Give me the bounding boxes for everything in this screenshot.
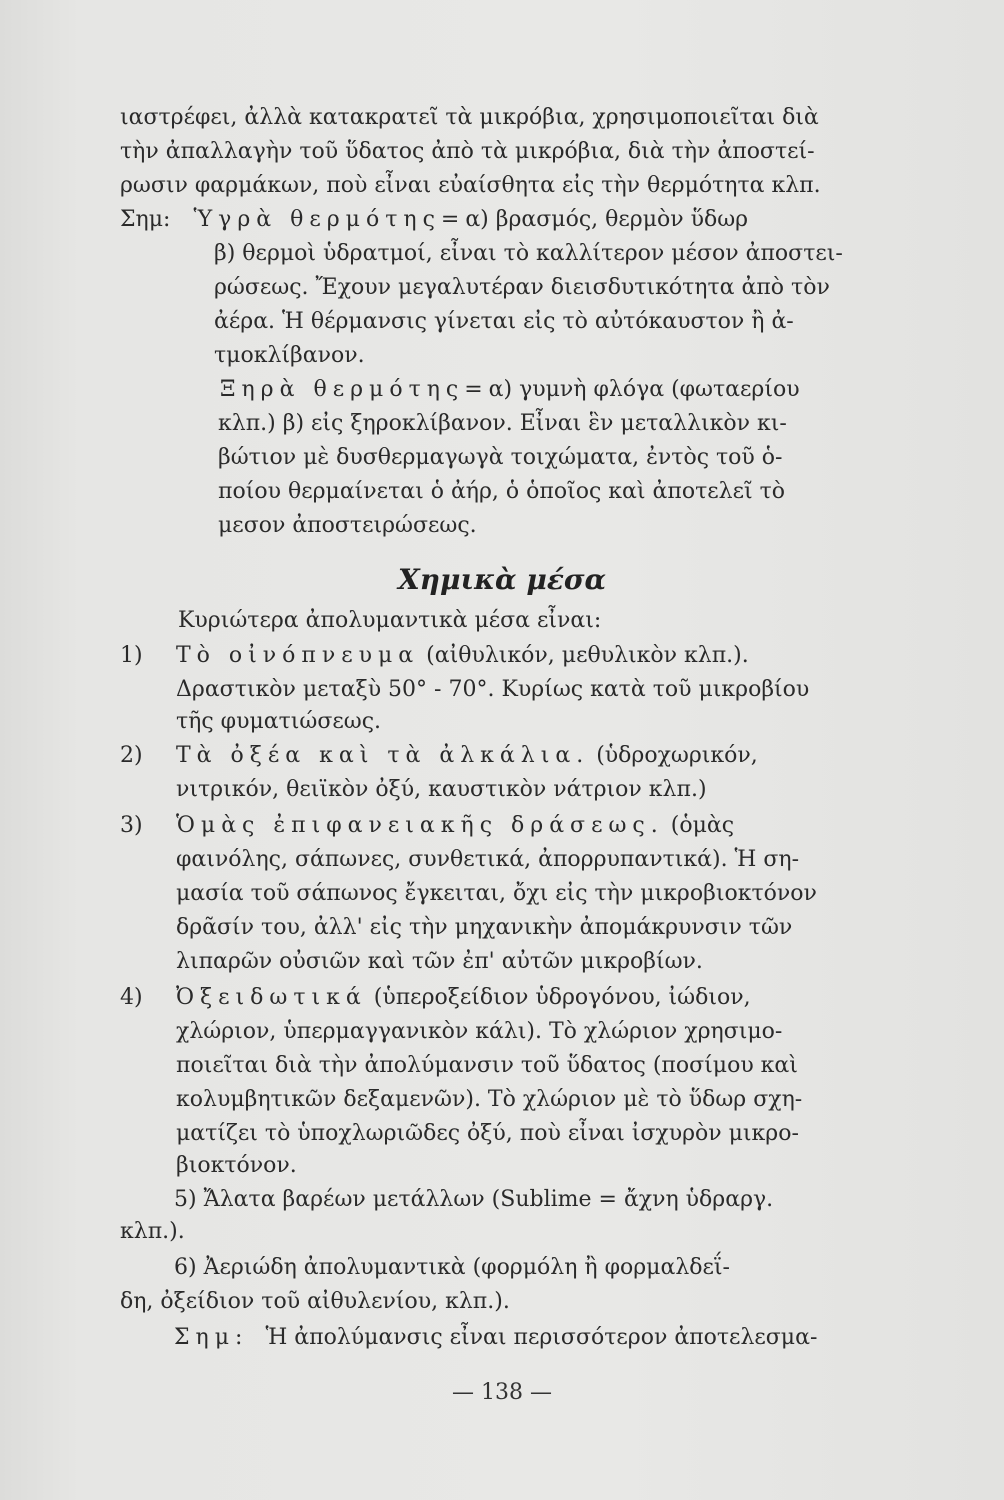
text-line: δη, ὀξείδιον τοῦ αἰθυλενίου, κλπ.). — [120, 1289, 510, 1314]
list-number: 3) — [120, 813, 143, 838]
text-span — [176, 982, 751, 1014]
section-heading: Χημικὰ μέσα — [397, 563, 607, 596]
note-label: Σημ: — [174, 1325, 249, 1350]
text-line: κλπ.) β) εἰς ξηροκλίβανον. Εἶναι ἓν μεταλλικὸν κι- — [218, 411, 787, 436]
text-line: ποιεῖται διὰ τὴν ἀπολύμανσιν τοῦ ὕδατος (ποσίμου καὶ — [176, 1053, 798, 1078]
text-line: λιπαρῶν οὐσιῶν καὶ τῶν ἐπ' αὐτῶν μικροβίων. — [176, 949, 703, 974]
text-span — [176, 810, 734, 842]
note-label: Σημ: — [120, 207, 171, 232]
text-line: μεσον ἀποστειρώσεως. — [218, 513, 477, 538]
text-line: Κυριώτερα ἀπολυμαντικὰ μέσα εἶναι: — [178, 608, 602, 633]
text-line: τμοκλίβανον. — [214, 343, 365, 368]
text-line: βώτιον μὲ δυσθερμαγωγὰ τοιχώματα, ἐντὸς τοῦ ὁ- — [218, 445, 783, 470]
spaced-term: Τὸ οἰνόπνευμα — [176, 643, 420, 668]
text-line: β) θερμοὶ ὑδρατμοί, εἶναι τὸ καλλίτερον μέσον ἀποστει- — [214, 241, 843, 266]
text-line: κολυμβητικῶν δεξαμενῶν). Τὸ χλώριον μὲ τὸ ὕδωρ σχη- — [176, 1087, 803, 1112]
text-line: τῆς φυματιώσεως. — [176, 709, 382, 734]
list-number: 2) — [120, 743, 143, 768]
text-line: ρώσεως. Ἔχουν μεγαλυτέραν διεισδυτικότητα ἀπὸ τὸν — [214, 275, 830, 300]
spaced-term: Ὁμὰς ἐπιφανειακῆς δράσεως. — [176, 813, 664, 838]
text-line — [120, 204, 1004, 236]
spaced-term: Τὰ ὀξέα καὶ τὰ ἀλκάλια. — [176, 743, 590, 768]
text-line — [220, 374, 1004, 406]
list-number: 4) — [120, 985, 143, 1010]
text-line: φαινόλης, σάπωνες, συνθετικά, ἀπορρυπαντικά). Ἡ ση- — [176, 847, 800, 872]
text-line: Δραστικὸν μεταξὺ 50° - 70°. Κυρίως κατὰ τοῦ μικροβίου — [176, 677, 810, 702]
text-line: 5) Ἄλατα βαρέων μετάλλων (Sublime = ἄχνη ὑδραργ. — [174, 1187, 774, 1212]
spaced-term: Ξηρὰ θερμότης= — [220, 377, 489, 402]
text-line: χλώριον, ὑπερμαγγανικὸν κάλι). Τὸ χλώριον χρησιμο- — [176, 1019, 783, 1044]
text-line: τὴν ἀπαλλαγὴν τοῦ ὕδατος ἀπὸ τὰ μικρόβια, διὰ τὴν ἀποστεί- — [120, 139, 815, 164]
text-span: Ἡ ἀπολύμανσις εἶναι περισσότερον ἀποτελεσμα- — [265, 1325, 818, 1350]
text-span: (αἰθυλικόν, μεθυλικὸν κλπ.). — [426, 643, 749, 668]
text-span: (ὑδροχωρικόν, — [596, 743, 758, 768]
text-line: κλπ.). — [120, 1219, 185, 1244]
spaced-term: Ὑγρὰ θερμότης= — [193, 207, 466, 232]
text-line: δρᾶσίν του, ἀλλ' εἰς τὴν μηχανικὴν ἀπομάκρυνσιν τῶν — [176, 915, 793, 940]
text-span: (ὁμὰς — [670, 813, 735, 838]
text-span: α) γυμνὴ φλόγα (φωταερίου — [488, 377, 800, 402]
text-line: ιαστρέφει, ἀλλὰ κατακρατεῖ τὰ μικρόβια, χρησιμοποιεῖται διὰ — [120, 105, 819, 130]
spaced-term: Ὀξειδωτικά — [176, 985, 367, 1010]
page-number: — 138 — — [452, 1380, 552, 1405]
text-line: νιτρικόν, θειϊκὸν ὀξύ, καυστικὸν νάτριον κλπ.) — [176, 777, 707, 802]
text-line: βιοκτόνον. — [176, 1153, 297, 1178]
text-line: ποίου θερμαίνεται ὁ ἀήρ, ὁ ὁποῖος καὶ ἀποτελεῖ τὸ — [218, 479, 786, 504]
text-span — [176, 740, 758, 772]
text-line: 6) Ἀεριώδη ἀπολυμαντικὰ (φορμόλη ἢ φορμαλδεΐ- — [174, 1255, 730, 1280]
text-span — [176, 640, 749, 672]
text-line: ρωσιν φαρμάκων, ποὺ εἶναι εὐαίσθητα εἰς τὴν θερμότητα κλπ. — [120, 173, 821, 198]
text-span: (ὑπεροξείδιον ὑδρογόνου, ἰώδιον, — [373, 985, 751, 1010]
text-line: μασία τοῦ σάπωνος ἔγκειται, ὄχι εἰς τὴν μικροβιοκτόνον — [176, 881, 817, 906]
list-number: 1) — [120, 643, 143, 668]
text-line: ἀέρα. Ἡ θέρμανσις γίνεται εἰς τὸ αὐτόκαυστον ἢ ἀ- — [214, 309, 794, 334]
text-span: α) βρασμός, θερμὸν ὕδωρ — [465, 207, 749, 232]
text-line — [174, 1322, 1004, 1354]
text-line: ματίζει τὸ ὑποχλωριῶδες ὀξύ, ποὺ εἶναι ἰσχυρὸν μικρο- — [176, 1121, 799, 1146]
